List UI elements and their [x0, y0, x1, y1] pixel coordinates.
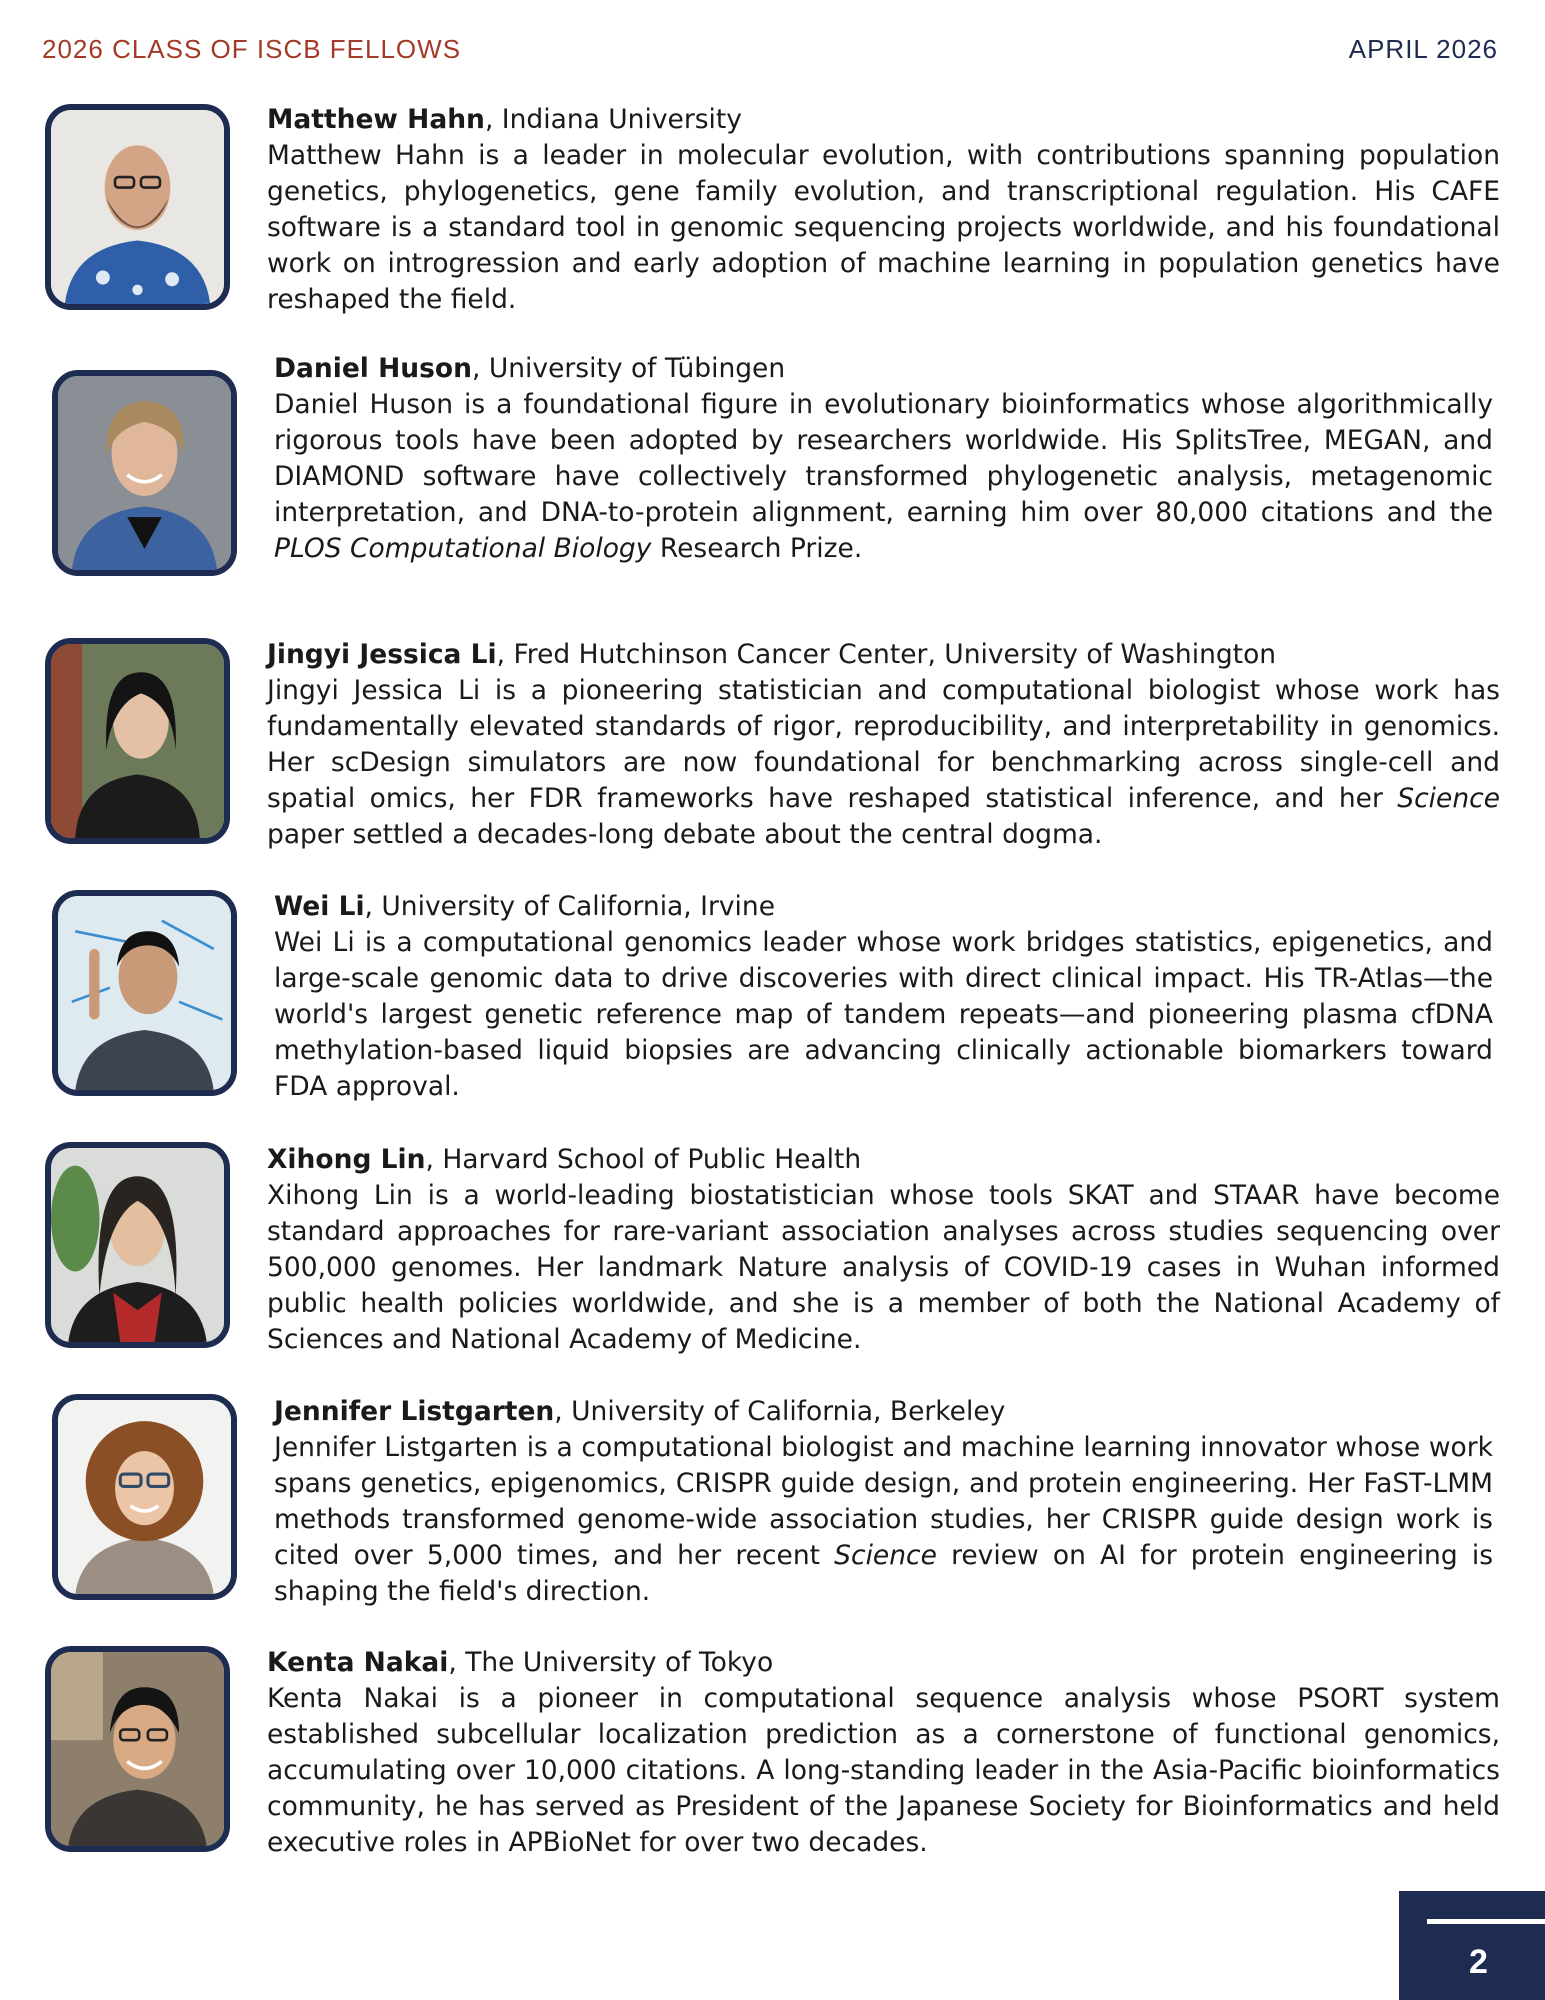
fellow-affiliation: , Indiana University: [484, 104, 742, 135]
page-number-box: [1399, 1891, 1545, 2000]
fellow-name: Daniel Huson: [274, 353, 472, 384]
fellow-bio: [267, 138, 1500, 318]
portrait-icon: [58, 896, 231, 1090]
fellow-text: [267, 1142, 1500, 1358]
fellow-bio: [267, 673, 1500, 853]
portrait-icon: [58, 1400, 231, 1594]
fellow-bio: [274, 1430, 1493, 1610]
fellow-nameline: [274, 889, 1493, 925]
fellow-bio: [267, 1681, 1500, 1861]
fellow-bio: [267, 1178, 1500, 1358]
portrait-icon: [51, 1148, 224, 1342]
portrait-icon: [58, 376, 231, 570]
fellow-name: Jingyi Jessica Li: [267, 639, 497, 670]
bio-text: Matthew Hahn is a leader in molecular evolution, with contributions spanning population genetics, phylogenetics, gene family evolution, and transcriptional regulation. His CAFE software is a standard tool in genomic sequencing projects worldwide, and his foundational work on introgression and early adoption of machine learning in population genetics have reshaped the field.: [267, 140, 1500, 315]
fellow-affiliation: , The University of Tokyo: [448, 1647, 774, 1678]
fellow-nameline: [267, 1142, 1500, 1178]
portrait-icon: [51, 1652, 224, 1846]
bio-text: paper settled a decades-long debate about the central dogma.: [267, 819, 1103, 850]
fellow-nameline: [267, 1645, 1500, 1681]
fellow-affiliation: , Fred Hutchinson Cancer Center, University of Washington: [496, 639, 1277, 670]
fellow-text: [274, 351, 1493, 567]
bio-text: Kenta Nakai is a pioneer in computational sequence analysis whose PSORT system established subcellular localization prediction as a cornerstone of functional genomics, accumulating over 10,000 citations. A long-standing leader in the Asia-Pacific bioinformatics community, he has served as President of the Japanese Society for Bioinformatics and held executive roles in APBioNet for over two decades.: [267, 1683, 1500, 1858]
portrait-icon: [51, 110, 224, 304]
bio-italic: PLOS Computational Biology: [274, 533, 652, 564]
fellow-affiliation: , University of California, Irvine: [364, 891, 775, 922]
header-title: 2026 CLASS OF ISCB FELLOWS: [42, 34, 462, 64]
bio-italic: Science: [834, 1540, 937, 1571]
fellow-affiliation: , University of Tübingen: [472, 353, 786, 384]
bio-text: Research Prize.: [651, 533, 863, 564]
fellow-affiliation: , University of California, Berkeley: [554, 1396, 1006, 1427]
footer-divider: [1427, 1919, 1545, 1924]
fellow-name: Wei Li: [274, 891, 365, 922]
fellow-text: [274, 1394, 1493, 1610]
fellow-text: [267, 637, 1500, 853]
bio-text: Daniel Huson is a foundational figure in evolutionary bioinformatics whose algorithmically rigorous tools have been adopted by researchers worldwide. His SplitsTree, MEGAN, and DIAMOND software have collectively transformed phylogenetic analysis, metagenomic interpretation, and DNA-to-protein alignment, earning him over 80,000 citations and the: [274, 389, 1493, 528]
fellow-bio: [274, 925, 1493, 1105]
portrait-photo: [45, 104, 230, 310]
fellow-text: [267, 1645, 1500, 1861]
fellow-text: [274, 889, 1493, 1105]
fellow-nameline: [267, 102, 1500, 138]
portrait-photo: [52, 370, 237, 576]
bio-italic: Science: [1397, 783, 1500, 814]
fellow-bio: [274, 387, 1493, 567]
portrait-photo: [45, 1646, 230, 1852]
bio-text: Jennifer Listgarten is a computational biologist and machine learning innovator whose work spans genetics, epigenomics, CRISPR guide design, and protein engineering. Her FaST-LMM methods transformed genome-wide association studies, her CRISPR guide design work is cited over 5,000 times, and her recent: [274, 1432, 1493, 1571]
page-number: 2: [1469, 1943, 1488, 1981]
fellow-nameline: [267, 637, 1500, 673]
fellow-affiliation: , Harvard School of Public Health: [425, 1144, 862, 1175]
fellow-nameline: [274, 1394, 1493, 1430]
fellow-name: Jennifer Listgarten: [274, 1396, 555, 1427]
portrait-photo: [52, 890, 237, 1096]
fellow-name: Kenta Nakai: [267, 1647, 449, 1678]
portrait-photo: [45, 638, 230, 844]
portrait-icon: [51, 644, 224, 838]
fellow-name: Matthew Hahn: [267, 104, 485, 135]
bio-text: Xihong Lin is a world-leading biostatistician whose tools SKAT and STAAR have become standard approaches for rare-variant association analyses across studies sequencing over 500,000 genomes. Her landmark Nature analysis of COVID-19 cases in Wuhan informed public health policies worldwide, and she is a member of both the National Academy of Sciences and National Academy of Medicine.: [267, 1180, 1500, 1355]
bio-text: Jingyi Jessica Li is a pioneering statistician and computational biologist whose work has fundamentally elevated standards of rigor, reproducibility, and interpretability in genomics. Her scDesign simulators are now foundational for benchmarking across single-cell and spatial omics, her FDR frameworks have reshaped statistical inference, and her: [267, 675, 1500, 814]
portrait-photo: [45, 1142, 230, 1348]
bio-text: review on AI for protein engineering is shaping the field's direction.: [274, 1540, 1494, 1607]
fellow-nameline: [274, 351, 1493, 387]
header-date: APRIL 2026: [1348, 34, 1498, 64]
fellow-text: [267, 102, 1500, 318]
bio-text: Wei Li is a computational genomics leader whose work bridges statistics, epigenetics, and large-scale genomic data to drive discoveries with direct clinical impact. His TR-Atlas—the world's largest genetic reference map of tandem repeats—and pioneering plasma cfDNA methylation-based liquid biopsies are advancing clinically actionable biomarkers toward FDA approval.: [274, 927, 1493, 1102]
fellow-name: Xihong Lin: [267, 1144, 426, 1175]
portrait-photo: [52, 1394, 237, 1600]
